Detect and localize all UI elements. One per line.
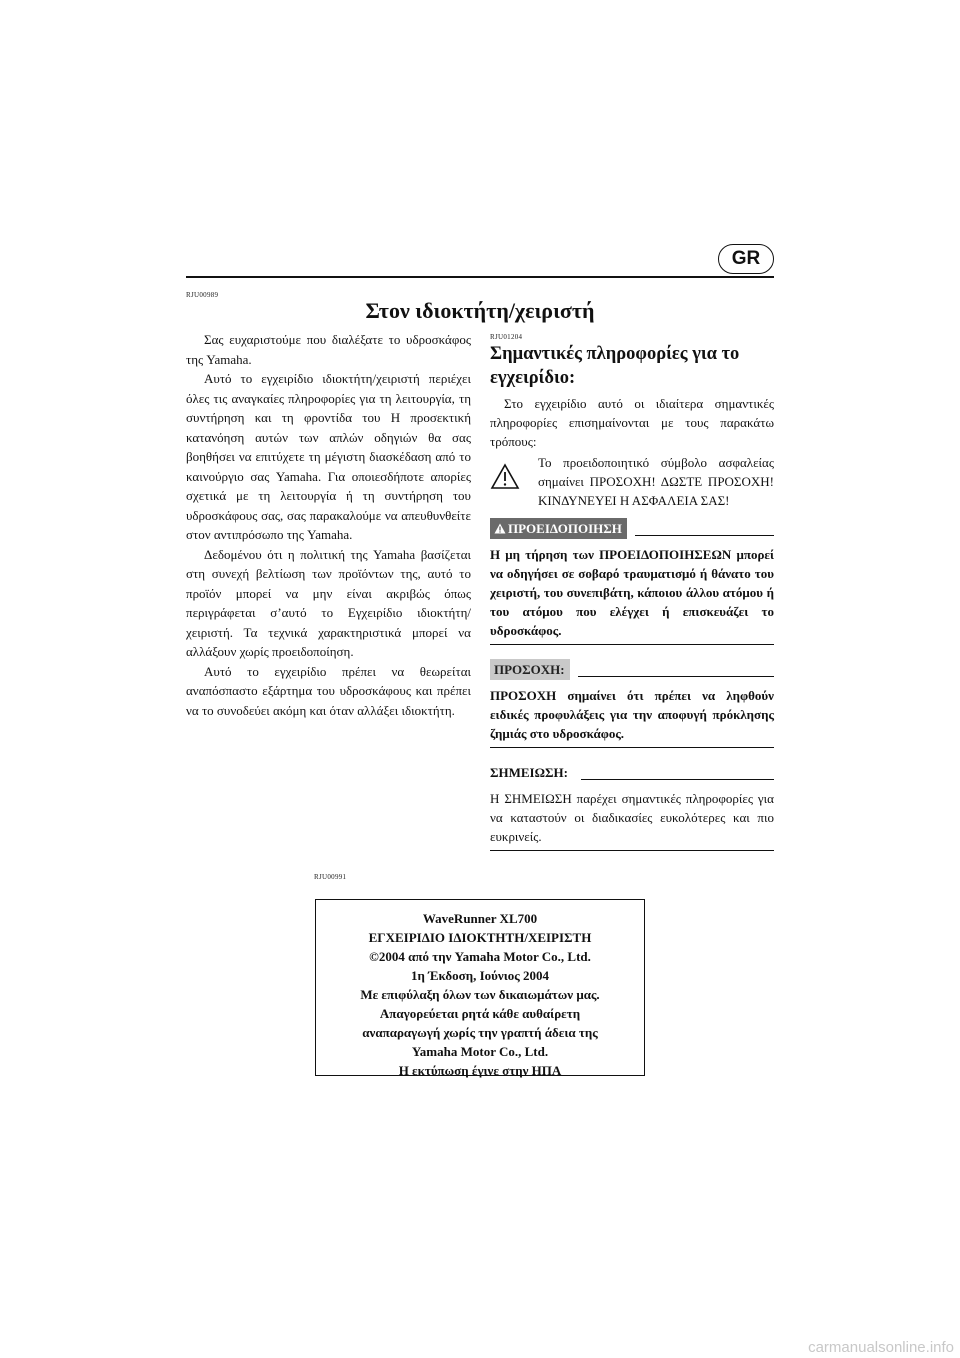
- intro-paragraph: Αυτό το εγχειρίδιο ιδιοκτήτη/χειριστή περιέχει όλες τις αναγκαίες πληροφορίες για τη λειτουργία, τη συντήρηση και τη φροντίδα του Η προσεκτική κατανόηση αυτών των απλών οδηγιών θα σας βοηθήσει να επιτύχετε τη μέγιστη διασκέδαση από το καινούργιο σας Yamaha. Για οποιεσδήποτε απορίες σχετικά με τη λειτουργία ή τη συντήρηση του υδροσκάφους σας, σας παρακαλούμε να απευθυνθείτε στον αντιπρόσωπο της Yamaha.: [186, 371, 471, 542]
- label-rule: [578, 676, 774, 677]
- safety-symbol-row: [490, 453, 774, 510]
- copyright-line: αναπαραγωγή χωρίς την γραπτή άδεια της: [362, 1025, 598, 1040]
- intro-paragraph: Αυτό το εγχειρίδιο πρέπει να θεωρείται αναπόσπαστο εξάρτημα του υδροσκάφους και πρέπει να το συνοδεύει ακόμη και όταν αλλάξει ιδιοκτήτη.: [186, 663, 471, 718]
- safety-symbol-text: Το προειδοποιητικό σύμβολο ασφαλείας σημαίνει ΠΡΟΣΟΧΗ! ΔΩΣΤΕ ΠΡΟΣΟΧΗ! ΚΙΝΔΥΝΕΥΕΙ Η ΑΣΦΑΛΕΙΑ ΣΑΣ!: [538, 455, 774, 508]
- header-rule: [186, 276, 774, 278]
- ref-code-important: RJU01204: [490, 333, 523, 341]
- warning-label-line: [490, 518, 774, 539]
- copyright-line: Με επιφύλαξη όλων των δικαιωμάτων μας.: [360, 987, 600, 1002]
- caution-text: ΠΡΟΣΟΧΗ σημαίνει ότι πρέπει να ληφθούν ειδικές προφυλάξεις για την αποφυγή πρόκλησης ζημιάς στο υδροσκάφος.: [490, 688, 774, 741]
- note-text: Η ΣΗΜΕΙΩΣΗ παρέχει σημαντικές πληροφορίες για να καταστούν οι διαδικασίες ευκολότερες και πιο ευκρινείς.: [490, 791, 774, 844]
- copyright-line: Η εκτύπωση έγινε στην ΗΠΑ: [398, 1063, 562, 1078]
- label-rule: [635, 535, 774, 536]
- warning-text: Η μη τήρηση των ΠΡΟΕΙΔΟΠΟΙΗΣΕΩΝ μπορεί να οδηγήσει σε σοβαρό τραυματισμό ή θάνατο του χειριστή, του συνεπιβάτη, κάποιου άλλου ατόμου ή του ατόμου που ελέγχει ή επισκευάζει το υδροσκάφος.: [490, 547, 774, 638]
- copyright-line: Yamaha Motor Co., Ltd.: [411, 1044, 549, 1059]
- note-end-rule: [490, 850, 774, 851]
- copyright-box: [315, 899, 645, 1076]
- note-label-line: [490, 762, 774, 783]
- copyright-line: 1η Έκδοση, Ιούνιος 2004: [411, 968, 549, 983]
- section-title-line2: εγχειρίδιο:: [490, 368, 576, 388]
- owner-intro-column: [186, 330, 471, 720]
- caution-label-line: [490, 659, 774, 680]
- section-intro: Στο εγχειρίδιο αυτό οι ιδιαίτερα σημαντικές πληροφορίες επισημαίνονται με τους παρακάτω τρόπους:: [490, 396, 774, 449]
- language-badge: GR: [718, 244, 774, 274]
- warning-label-text: ΠΡΟΕΙΔΟΠΟΙΗΣΗ: [508, 521, 622, 536]
- important-info-column: [490, 342, 774, 851]
- note-label: ΣΗΜΕΙΩΣΗ:: [490, 765, 568, 780]
- section-title-line1: Σημαντικές πληροφορίες για το: [490, 344, 740, 364]
- warning-triangle-small-icon: [494, 523, 506, 534]
- warning-end-rule: [490, 644, 774, 645]
- caution-label: ΠΡΟΣΟΧΗ:: [490, 659, 570, 680]
- intro-paragraph: Δεδομένου ότι η πολιτική της Yamaha βασίζεται στη συνεχή βελτίωση των προϊόντων της, αυτό το προϊόν μπορεί να μην είναι ακριβώς όπως περιγράφεται σ’αυτό το Εγχειρίδιο ιδιοκτήτη/χειριστή. Τα τεχνικά χαρακτηριστικά μπορεί να αλλάξουν χωρίς προειδοποίηση.: [186, 546, 471, 659]
- warning-triangle-icon: [490, 453, 538, 510]
- ref-code-owner: RJU00989: [186, 291, 219, 299]
- copyright-line: WaveRunner XL700: [422, 911, 538, 926]
- copyright-line: Απαγορεύεται ρητά κάθε αυθαίρετη: [379, 1006, 581, 1021]
- copyright-line: ΕΓΧΕΙΡΙΔΙΟ ΙΔΙΟΚΤΗΤΗ/ΧΕΙΡΙΣΤΗ: [368, 930, 592, 945]
- caution-end-rule: [490, 747, 774, 748]
- intro-paragraph: Σας ευχαριστούμε που διαλέξατε το υδροσκάφος της Yamaha.: [186, 332, 471, 367]
- warning-label: [490, 518, 627, 539]
- copyright-line: ©2004 από την Yamaha Motor Co., Ltd.: [369, 949, 591, 964]
- ref-code-copyright: RJU00991: [314, 873, 347, 881]
- section-title: [490, 342, 774, 390]
- label-rule: [581, 779, 774, 780]
- page-title: Στον ιδιοκτήτη/χειριστή: [365, 298, 595, 323]
- watermark: carmanualsonline.info: [808, 1339, 954, 1356]
